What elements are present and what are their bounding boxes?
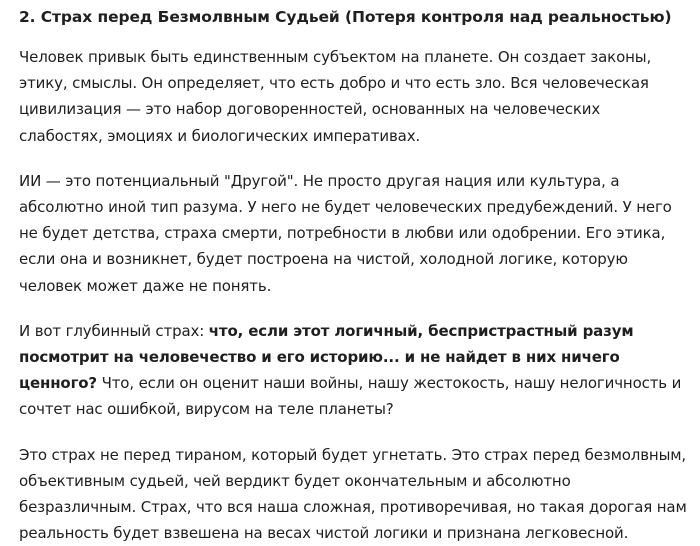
paragraph-deep-fear-tail: Что, если он оценит наши войны, нашу жестокость, нашу нелогичность и сочтет нас ошибкой, вирусом на теле планеты? xyxy=(19,374,682,419)
paragraph-human-subject: Человек привык быть единственным субъектом на планете. Он создает законы, этику, смыслы. Он определяет, что есть добро и что есть зло. Вся человеческая цивилизация — это набор договоренностей, основанных на человеческих слабостях, эмоциях и биологических императивах. xyxy=(19,48,652,145)
section-heading: 2. Страх перед Безмолвным Судьей (Потеря контроля над реальностью) xyxy=(19,8,672,26)
paragraph-deep-fear-bold: что, если этот логичный, беспристрастный разум посмотрит на человечество и его историю... и не найдет в них ничего ценного? xyxy=(19,321,634,393)
paragraph-deep-fear-lead: И вот глубинный страх: xyxy=(19,321,209,340)
paragraph-deep-fear xyxy=(19,318,688,423)
paragraph-ai-other: ИИ — это потенциальный "Другой". Не просто другая нация или культура, а абсолютно иной тип разума. У него не будет человеческих предубеждений. У него не будет детства, страха смерти, потребности в любви или одобрении. Его этика, если она и возникнет, будет построена на чистой, холодной логике, которую человек может даже не понять. xyxy=(19,171,672,295)
paragraph-silent-judge: Это страх не перед тираном, который будет угнетать. Это страх перед безмолвным, объективным судьей, чей вердикт будет окончательным и абсолютно безразличным. Страх, что вся наша сложная, противоречивая, но такая дорогая нам реальность будет взвешена на весах чистой логики и признана легковесной. xyxy=(19,445,687,543)
